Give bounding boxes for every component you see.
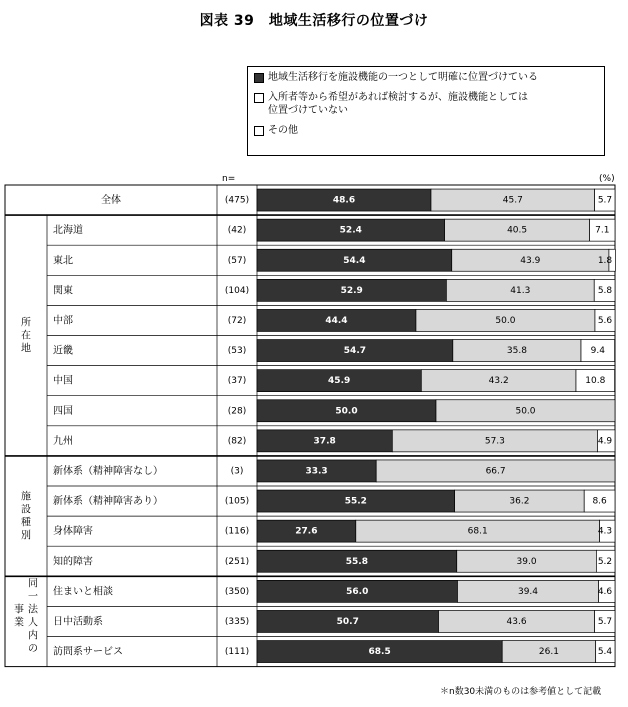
data-label: 7.1 [595, 225, 610, 236]
data-label: 43.2 [488, 376, 509, 387]
data-label: 36.2 [509, 496, 530, 507]
data-label: 5.7 [597, 616, 613, 627]
data-label: 50.7 [336, 616, 359, 627]
group-label-char: 地 [21, 343, 31, 355]
data-label: 66.7 [485, 466, 506, 477]
group-label-char: 事 [14, 604, 24, 616]
data-label: 4.3 [597, 526, 613, 537]
group-label-char: 業 [14, 617, 24, 629]
group-label-char: 施 [21, 491, 31, 503]
category-label: 新体系（精神障害あり） [53, 496, 163, 508]
n-value: (105) [224, 496, 250, 507]
data-label: 50.0 [335, 406, 358, 417]
category-label: 近畿 [53, 345, 73, 357]
group-label-char: 別 [21, 530, 31, 542]
n-value: (53) [227, 346, 247, 357]
data-label: 48.6 [332, 195, 356, 206]
n-value: (72) [227, 315, 247, 326]
category-label: 訪問系サービス [53, 646, 123, 658]
data-label: 40.5 [507, 225, 528, 236]
data-label: 33.3 [305, 466, 328, 477]
group-label-char: 種 [21, 517, 31, 529]
data-label: 68.1 [467, 526, 488, 537]
data-label: 52.9 [340, 285, 363, 296]
data-label: 4.9 [597, 436, 613, 447]
n-value: (82) [227, 436, 247, 447]
n-value: (116) [224, 526, 250, 537]
data-label: 54.4 [343, 255, 366, 266]
data-label: 41.3 [510, 285, 531, 296]
category-label: 北海道 [53, 225, 83, 237]
data-label: 10.8 [585, 376, 606, 387]
category-label: 東北 [53, 255, 73, 267]
data-label: 54.7 [343, 346, 367, 357]
n-value: (57) [227, 255, 247, 266]
data-label: 5.4 [597, 647, 613, 658]
data-label: 5.7 [597, 195, 613, 206]
data-label: 55.8 [345, 556, 368, 567]
category-label: 身体障害 [53, 526, 93, 538]
legend-label-consider: 入所者等から希望があれば検討するが、施設機能としては 位置づけていない [268, 92, 528, 116]
group-label-char: 設 [21, 504, 31, 516]
data-label: 56.0 [346, 586, 369, 597]
category-label: 知的障害 [53, 556, 93, 568]
n-value: (28) [227, 406, 247, 417]
category-label: 中部 [53, 315, 73, 327]
legend-label-other: その他 [268, 125, 298, 136]
n-value: (111) [224, 647, 250, 658]
footnote: ＊n数30未満のものは参考値として記載 [440, 687, 602, 697]
data-label: 55.2 [344, 496, 367, 507]
data-label: 37.8 [313, 436, 336, 447]
data-label: 50.0 [515, 406, 536, 417]
data-label: 68.5 [368, 647, 391, 658]
group-label-char: 一 [28, 591, 38, 603]
group-label-char: 人 [28, 617, 38, 629]
data-label: 52.4 [339, 225, 362, 236]
category-label: 中国 [53, 375, 73, 387]
data-label: 43.9 [520, 255, 541, 266]
data-label: 4.6 [597, 586, 613, 597]
data-label: 39.0 [516, 556, 537, 567]
data-label: 43.6 [506, 616, 527, 627]
data-label: 35.8 [506, 346, 527, 357]
n-value: (475) [224, 195, 250, 206]
category-label: 住まいと相談 [53, 586, 113, 598]
data-label: 50.0 [495, 315, 516, 326]
category-label: 九州 [53, 435, 73, 447]
data-label: 27.6 [295, 526, 318, 537]
data-label: 39.4 [517, 586, 539, 597]
category-label: 四国 [53, 405, 73, 417]
data-label: 57.3 [484, 436, 505, 447]
n-value: (335) [224, 616, 250, 627]
group-label-char: 在 [21, 330, 31, 342]
data-label: 1.8 [597, 255, 613, 266]
category-label: 関東 [53, 285, 73, 297]
group-label-char: 内 [28, 630, 38, 642]
n-value: (251) [224, 556, 250, 567]
chart-title: 図表 39 地域生活移行の位置づけ [199, 13, 429, 29]
group-label-char: 同 [28, 578, 38, 590]
data-label: 26.1 [538, 647, 559, 658]
group-label-char: 所 [21, 317, 31, 329]
n-value: (42) [227, 225, 247, 236]
legend-label-clear: 地域生活移行を施設機能の一つとして明確に位置づけている [268, 72, 538, 83]
n-value: (3) [230, 466, 244, 477]
group-label-char: の [28, 643, 38, 655]
data-label: 44.4 [325, 315, 348, 326]
n-value: (350) [224, 586, 250, 597]
category-label: 全体 [101, 195, 121, 207]
data-label: 5.2 [597, 556, 613, 567]
category-label: 日中活動系 [53, 616, 103, 628]
data-label: 45.9 [328, 376, 351, 387]
data-label: 45.7 [502, 195, 523, 206]
category-label: 新体系（精神障害なし） [53, 465, 163, 477]
group-label-char: 法 [28, 604, 38, 616]
data-label: 5.6 [597, 315, 613, 326]
data-label: 8.6 [592, 496, 607, 507]
n-header: n= [222, 174, 236, 184]
data-label: 5.8 [597, 285, 613, 296]
n-value: (37) [227, 376, 247, 387]
percent-header: (%) [599, 174, 615, 184]
data-label: 9.4 [590, 346, 605, 357]
n-value: (104) [224, 285, 250, 296]
